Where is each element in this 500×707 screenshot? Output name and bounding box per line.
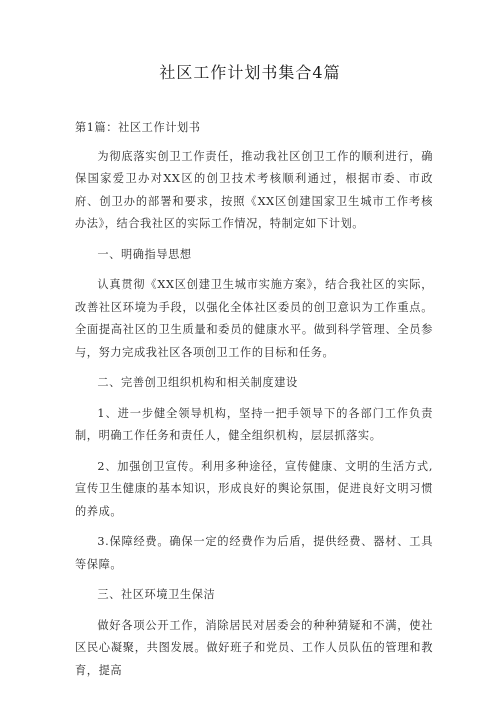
- section-heading: 第1篇：社区工作计划书: [75, 121, 201, 134]
- intro-paragraph: 为彻底落实创卫工作责任，推动我社区创卫工作的顺利进行，确保国家爱卫办对XX区的创卫技术考核顺利通过，根据市委、市政府、创卫办的部署和要求，按照《XX区创建国家卫生城市工作考核办法》，结合我社区的实际工作情况，特制定如下计划。: [75, 149, 433, 230]
- paragraph-organization-1: 1、进一步健全领导机构，坚持一把手领导下的各部门工作负责制，明确工作任务和责任人，健全组织机构，层层抓落实。: [75, 406, 433, 442]
- heading-organization: 二、完善创卫组织机构和相关制度建设: [97, 376, 298, 389]
- heading-environment: 三、社区环境卫生保洁: [97, 588, 216, 601]
- paragraph-environment: 做好各项公开工作，消除居民对居委会的种种猜疑和不满，使社区民心凝聚，共图发展。做好班子和党员、工作人员队伍的管理和教育，提高: [75, 618, 433, 677]
- paragraph-guiding-ideology: 认真贯彻《XX区创建卫生城市实施方案》，结合我社区的实际，改善社区环境为手段，以强化全体社区委员的创卫意识为工作重点。全面提高社区的卫生质量和委员的健康水平。做到科学管理、全员参与，努力完成我社区各项创卫工作的目标和任务。: [75, 278, 433, 359]
- document-title: 社区工作计划书集合4篇: [159, 63, 341, 82]
- heading-guiding-ideology: 一、明确指导思想: [97, 247, 192, 261]
- paragraph-organization-2: 2、加强创卫宣传。利用多种途径，宣传健康、文明的生活方式,宣传卫生健康的基本知识，形成良好的舆论氛围，促进良好文明习惯的养成。: [75, 459, 433, 518]
- paragraph-organization-3: 3.保障经费。确保一定的经费作为后盾，提供经费、器材、工具等保障。: [75, 535, 433, 571]
- document-body: [75, 117, 433, 682]
